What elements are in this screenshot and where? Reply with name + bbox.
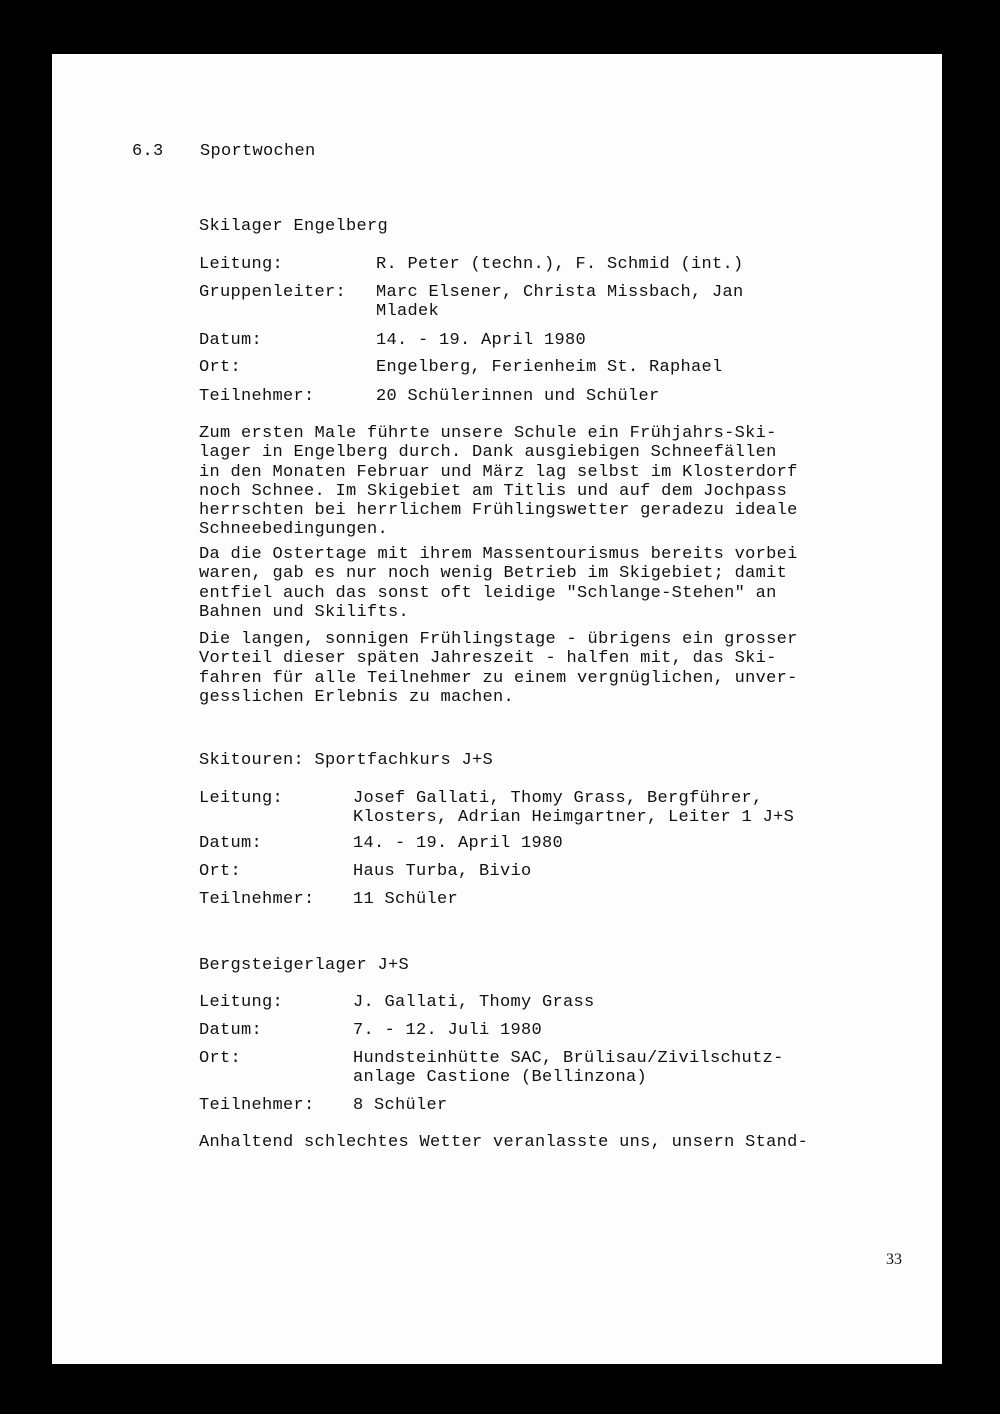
bergsteiger-row-teilnehmer — [199, 1096, 448, 1115]
row-value: 20 Schülerinnen und Schüler — [376, 387, 660, 406]
row-value: R. Peter (techn.), F. Schmid (int.) — [376, 255, 744, 274]
row-value: 14. - 19. April 1980 — [353, 834, 564, 853]
bergsteiger-title: Bergsteigerlager J+S — [199, 956, 410, 975]
skilager-row-ort — [199, 358, 723, 377]
row-value: Engelberg, Ferienheim St. Raphael — [376, 358, 723, 377]
bergsteiger-row-datum — [199, 1021, 542, 1040]
row-value: Haus Turba, Bivio — [353, 862, 532, 881]
row-value: J. Gallati, Thomy Grass — [353, 993, 595, 1012]
section-number: 6.3 — [132, 142, 164, 161]
row-label: Leitung: — [199, 789, 284, 808]
row-label: Gruppenleiter: — [199, 283, 347, 302]
skilager-row-gruppenleiter — [199, 283, 744, 321]
bergsteiger-paragraph-1: Anhaltend schlechtes Wetter veranlasste uns, unsern Stand- — [199, 1133, 809, 1152]
row-label: Teilnehmer: — [199, 890, 315, 909]
row-label: Leitung: — [199, 255, 284, 274]
skilager-paragraph-2: Da die Ostertage mit ihrem Massentourismus bereits vorbei waren, gab es nur noch wenig Betrieb im Skigebiet; damit entfiel auch das sonst oft leidige "Schlange-Stehen" an Bahnen und Skilifts. — [199, 545, 798, 622]
bergsteiger-row-leitung — [199, 993, 595, 1012]
skitouren-row-datum — [199, 834, 563, 853]
skilager-row-teilnehmer — [199, 387, 660, 406]
skilager-row-datum — [199, 331, 586, 350]
row-value: 7. - 12. Juli 1980 — [353, 1021, 543, 1040]
skitouren-row-leitung — [199, 789, 794, 827]
row-label: Ort: — [199, 1049, 242, 1068]
row-label: Teilnehmer: — [199, 387, 315, 406]
row-value: Josef Gallati, Thomy Grass, Bergführer, Klosters, Adrian Heimgartner, Leiter 1 J+S — [353, 789, 795, 827]
row-label: Ort: — [199, 358, 242, 377]
row-label: Ort: — [199, 862, 242, 881]
skitouren-title: Skitouren: Sportfachkurs J+S — [199, 751, 494, 770]
skilager-paragraph-3: Die langen, sonnigen Frühlingstage - übrigens ein grosser Vorteil dieser späten Jahreszeit - halfen mit, das Ski- fahren für alle Teilnehmer zu einem vergnüglichen, unver- gesslichen Erlebnis zu machen. — [199, 630, 798, 707]
skilager-paragraph-1: Zum ersten Male führte unsere Schule ein Frühjahrs-Ski- lager in Engelberg durch. Dank ausgiebigen Schneefällen in den Monaten Februar und März lag selbst im Klosterdorf noch Schnee. Im Skigebiet am Titlis und auf dem Jochpass herrschten bei herrlichem Frühlingswetter geradezu ideale Schneebedingungen. — [199, 424, 798, 540]
row-label: Datum: — [199, 331, 263, 350]
skitouren-row-teilnehmer — [199, 890, 458, 909]
skilager-row-leitung — [199, 255, 744, 274]
row-value: 14. - 19. April 1980 — [376, 331, 587, 350]
page-number: 33 — [886, 1251, 902, 1268]
row-label: Leitung: — [199, 993, 284, 1012]
bergsteiger-row-ort — [199, 1049, 784, 1087]
section-heading — [132, 142, 316, 161]
row-value: 8 Schüler — [353, 1096, 448, 1115]
row-value: Hundsteinhütte SAC, Brülisau/Zivilschutz- anlage Castione (Bellinzona) — [353, 1049, 784, 1087]
document-page — [52, 54, 942, 1364]
row-label: Datum: — [199, 834, 263, 853]
skitouren-row-ort — [199, 862, 532, 881]
row-label: Teilnehmer: — [199, 1096, 315, 1115]
section-title: Sportwochen — [200, 142, 316, 161]
skilager-title: Skilager Engelberg — [199, 217, 389, 236]
row-value: Marc Elsener, Christa Missbach, Jan Mladek — [376, 283, 744, 321]
row-value: 11 Schüler — [353, 890, 459, 909]
row-label: Datum: — [199, 1021, 263, 1040]
